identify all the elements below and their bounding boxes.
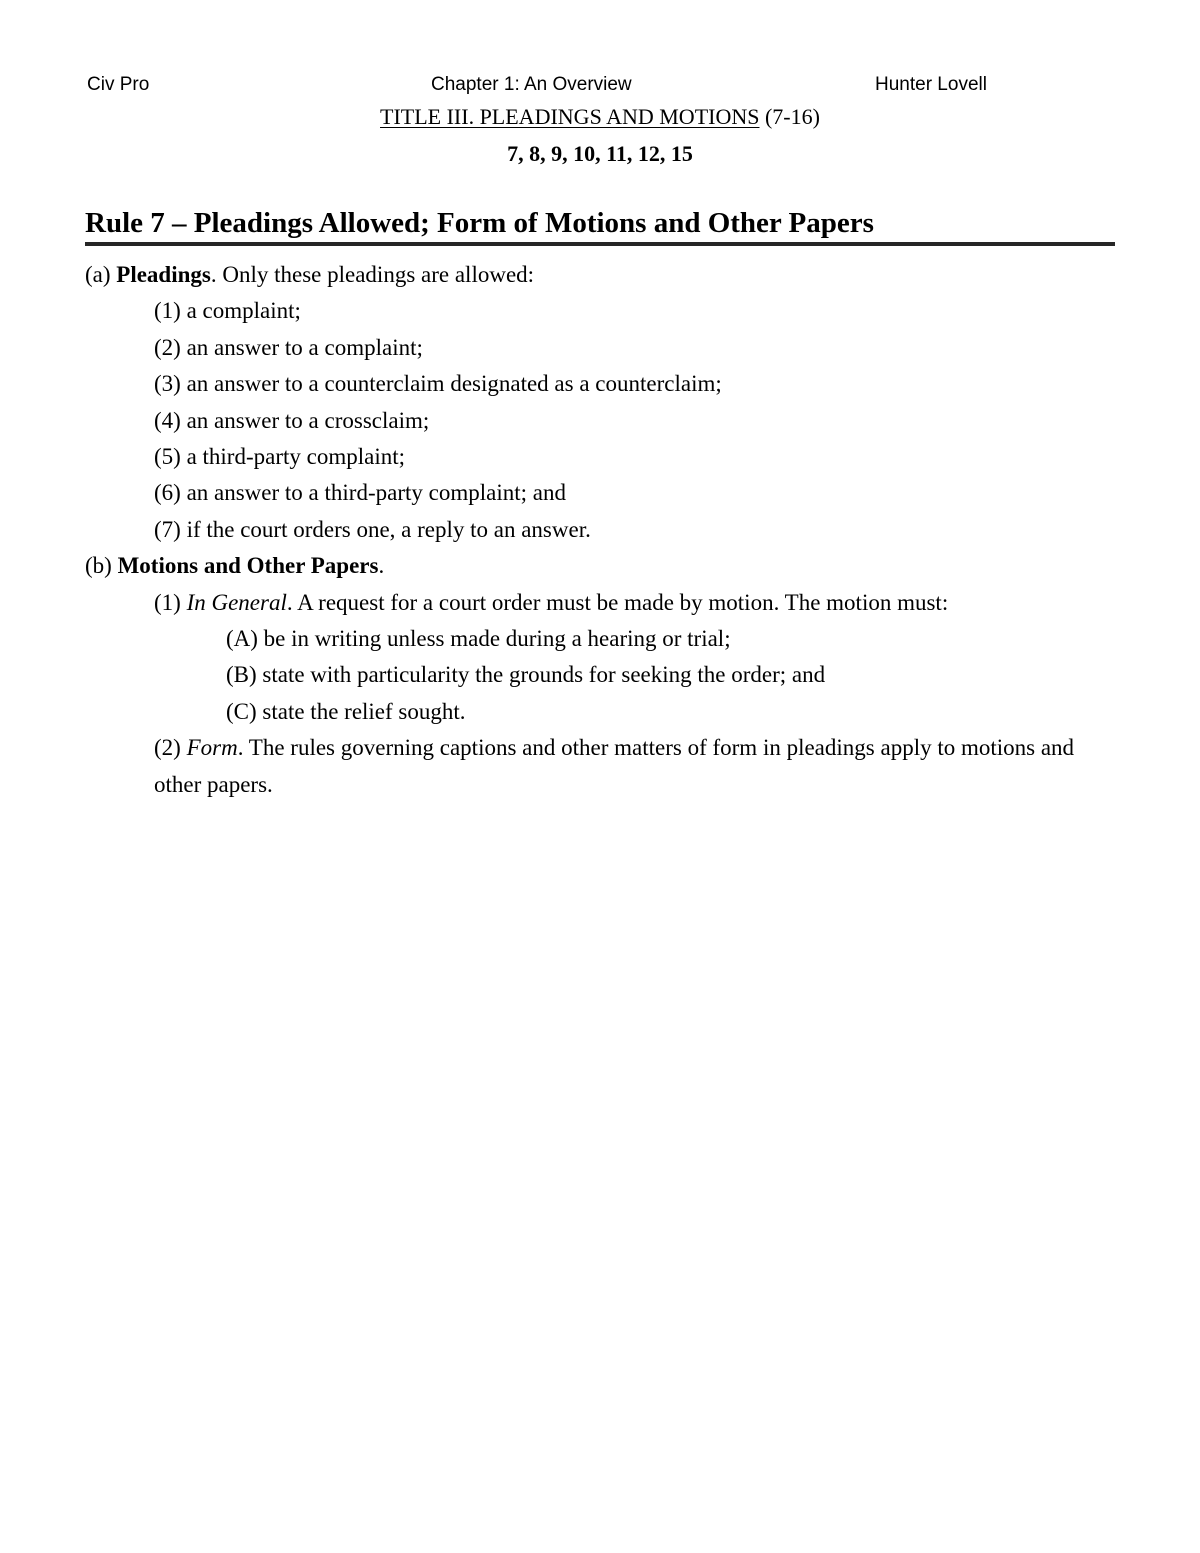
subsection-b1-label: In General xyxy=(186,589,287,615)
subsection-b2 xyxy=(85,730,1120,803)
page-header xyxy=(0,74,1200,100)
subsection-b2-marker: (2) xyxy=(154,735,181,761)
section-b-marker: (b) xyxy=(85,553,112,579)
header-course: Civ Pro xyxy=(87,74,150,95)
section-b-text: . xyxy=(378,553,385,579)
section-a-marker: (a) xyxy=(85,262,111,287)
list-item: (A) be in writing unless made during a hearing or trial; xyxy=(226,626,731,652)
header-chapter: Chapter 1: An Overview xyxy=(431,74,632,95)
list-item: (1) a complaint; xyxy=(154,298,301,324)
list-item: (C) state the relief sought. xyxy=(226,698,466,724)
list-item: (5) a third-party complaint; xyxy=(154,444,406,470)
list-item: (6) an answer to a third-party complaint; and xyxy=(154,480,566,506)
title-range: (7-16) xyxy=(764,104,820,129)
section-a-label: Pleadings xyxy=(116,262,211,287)
subsection-b1 xyxy=(85,585,1120,621)
list-item: (7) if the court orders one, a reply to an answer. xyxy=(154,516,591,542)
section-a-text: . Only these pleadings are allowed: xyxy=(210,262,535,287)
section-b xyxy=(85,548,1120,584)
rule-heading: Rule 7 – Pleadings Allowed; Form of Motions and Other Papers xyxy=(85,207,1115,246)
subsection-b1-marker: (1) xyxy=(154,589,181,615)
subsection-b2-text: . The rules governing captions and other matters of form in pleadings apply to motions and other papers. xyxy=(154,735,1075,797)
subsection-b1-text: . A request for a court order must be made by motion. The motion must: xyxy=(286,589,949,615)
list-item: (4) an answer to a crossclaim; xyxy=(154,407,430,433)
document-title xyxy=(0,104,1200,130)
header-author: Hunter Lovell xyxy=(875,74,987,95)
rule-body xyxy=(85,257,1120,803)
list-item: (3) an answer to a counterclaim designated as a counterclaim; xyxy=(154,371,722,397)
list-item: (B) state with particularity the grounds for seeking the order; and xyxy=(226,662,826,688)
section-b-label: Motions and Other Papers xyxy=(117,553,379,579)
rules-list: 7, 8, 9, 10, 11, 12, 15 xyxy=(507,141,693,166)
subsection-b2-label: Form xyxy=(186,735,238,761)
list-item: (2) an answer to a complaint; xyxy=(154,334,423,360)
title-main: TITLE III. PLEADINGS AND MOTIONS xyxy=(380,104,760,129)
section-a xyxy=(85,257,1120,293)
